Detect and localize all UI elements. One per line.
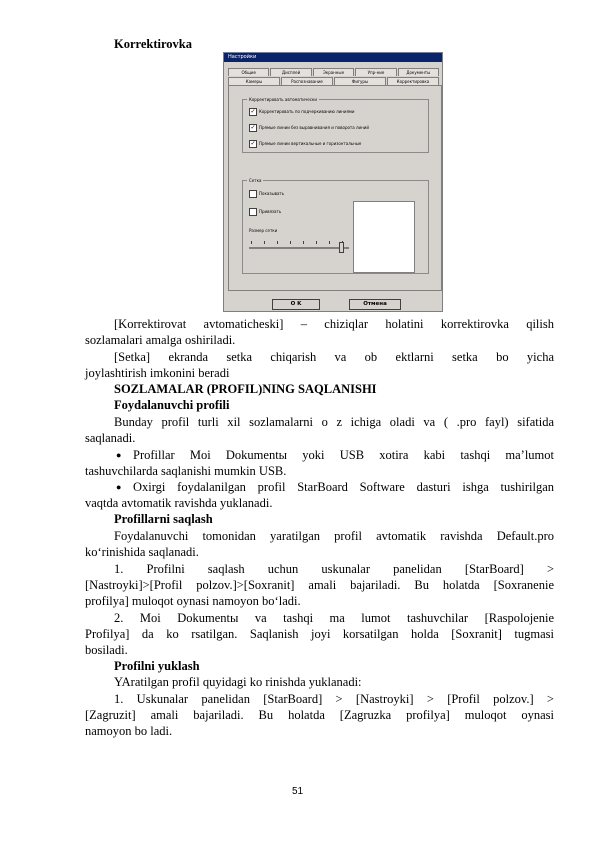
subheading: Profilni yuklash [114, 659, 200, 673]
tab-recognition[interactable]: Распознавание [281, 77, 333, 85]
checkbox-1[interactable]: ✓ [250, 108, 256, 115]
checkbox-show-grid[interactable] [249, 190, 257, 198]
text-line: 1. Profilni saqlash uchun uskunalar panelidan [StarBoard] > [114, 562, 554, 576]
grid-size-slider[interactable] [249, 247, 349, 249]
text-line: joylashtirish imkonini beradi [85, 366, 230, 380]
show-grid-label: Показывать [259, 191, 285, 196]
checkbox-1-label: Корректировать по подчеркиванию линиями [259, 109, 355, 114]
tab-screen[interactable]: Экранные [313, 68, 354, 76]
grid-preview-box [353, 201, 415, 273]
text-line: namoyon bo ladi. [85, 724, 173, 738]
text-line: Profillar Moi Dokumentы yoki USB xotira kabi tashqi ma’lumot [133, 448, 554, 462]
bullet-icon: ● [116, 482, 122, 492]
settings-dialog-screenshot [223, 52, 443, 312]
ok-button[interactable]: O K [272, 299, 320, 310]
subheading: SOZLAMALAR (PROFIL)NING SAQLANISHI [114, 382, 377, 396]
text-line: tashuvchilarda saqlanishi mumkin USB. [85, 464, 287, 478]
tab-display[interactable]: Дисплей [270, 68, 311, 76]
text-line: Profilya] da ko rsatilgan. Saqlanish joyi korsatilgan holda [Soxranit] tugmasi [85, 627, 554, 641]
section-heading: Korrektirovka [114, 37, 193, 51]
text-line: sozlamalari amalga oshiriladi. [85, 333, 236, 347]
tab-shapes[interactable]: Фигуры [334, 77, 386, 85]
auto-correct-group [242, 99, 429, 153]
tab-general[interactable]: Общие [228, 68, 269, 76]
snap-grid-label: Привязать [259, 209, 282, 214]
text-line: Foydalanuvchi tomonidan yaratilgan profil avtomatik ravishda Default.pro [114, 529, 554, 543]
checkbox-2-label: Прямые линии без выравнивания и поворота линий [259, 125, 369, 130]
slider-ticks [251, 241, 351, 244]
text-line: [Zagruzit] amali bajariladi. Bu holatda [Zagruzka profilya] muloqot oynasi [85, 708, 554, 722]
checkbox-snap-grid[interactable] [249, 208, 257, 216]
slider-thumb[interactable] [339, 242, 344, 253]
text-line: saqlanadi. [85, 431, 136, 445]
text-line: profilya] muloqot oynasi namoyon bo‘ladi. [85, 594, 301, 608]
text-line: bosiladi. [85, 643, 128, 657]
text-line: [Setka] ekranda setka chiqarish va ob ektlarni setka bo yicha [114, 350, 554, 364]
subheading: Foydalanuvchi profili [114, 398, 230, 412]
tab-documents[interactable]: Документы [398, 68, 439, 76]
checkbox-3-label: Прямые линии вертикальные и горизонтальные [259, 141, 362, 146]
text-line: 2. Moi Dokumentы va tashqi ma lumot tashuvchilar [Raspolojenie [114, 611, 554, 625]
subheading: Profillarni saqlash [114, 512, 213, 526]
tab-correction[interactable]: Корректировка [387, 77, 439, 85]
text-line: vaqtda avtomatik ravishda yuklanadi. [85, 496, 273, 510]
bullet-icon: ● [116, 450, 122, 460]
tab-row-1 [228, 68, 440, 76]
text-line: 1. Uskunalar panelidan [StarBoard] > [Nastroyki] > [Profil polzov.] > [114, 692, 554, 706]
text-line: Bunday profil turli xil sozlamalarni o z ichiga oladi va ( .pro fayl) sifatida [114, 415, 554, 429]
text-line: [Nastroyki]>[Profil polzov.]>[Soxranit] amali bajariladi. Bu holatda [Soxranenie [85, 578, 554, 592]
text-line: YAratilgan profil quyidagi ko rinishda yuklanadi: [114, 675, 362, 689]
text-line: Oxirgi foydalanilgan profil StarBoard Software dasturi ishga tushirilgan [133, 480, 554, 494]
grid-group [242, 180, 429, 274]
text-line: ko‘rinishida saqlanadi. [85, 545, 199, 559]
cancel-button[interactable]: Отмена [349, 299, 401, 310]
grid-size-label: Размер сетки [249, 228, 278, 233]
text-line: [Korrektirovat avtomaticheski] – chiziqlar holatini korrektirovka qilish [114, 317, 554, 331]
page-number: 51 [291, 786, 304, 797]
tab-panel [228, 85, 442, 291]
tab-row-2 [228, 77, 440, 85]
checkbox-3[interactable]: ✓ [250, 140, 256, 147]
group-title: Корректировать автоматически [249, 97, 317, 102]
dialog-titlebar: Настройки [224, 53, 442, 62]
tab-control[interactable]: Упр-ние [355, 68, 396, 76]
group-title: Сетка [249, 178, 262, 183]
checkbox-2[interactable]: ✓ [250, 124, 256, 131]
tab-cameras[interactable]: Камеры [228, 77, 280, 85]
